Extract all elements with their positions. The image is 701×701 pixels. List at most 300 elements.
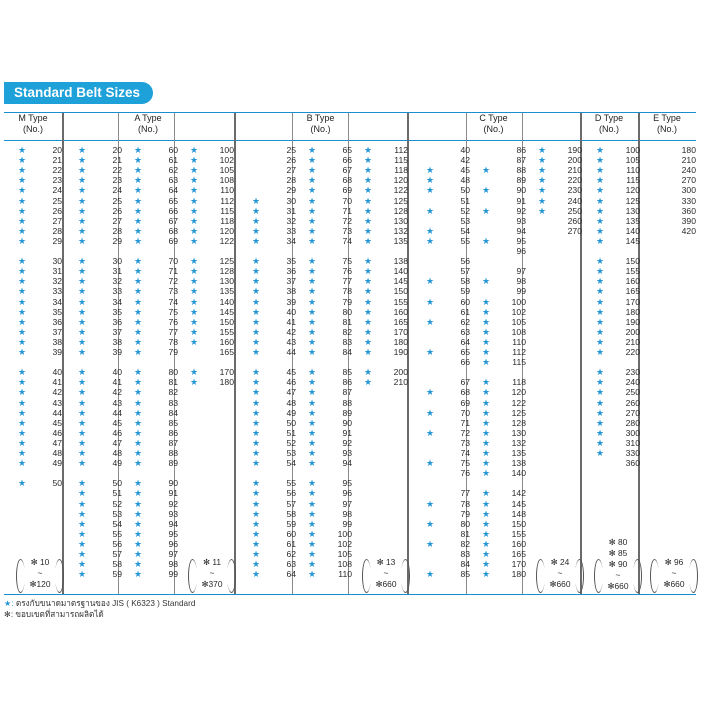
size-entry (134, 307, 178, 317)
size-entry (252, 529, 296, 539)
size-entry (134, 509, 178, 519)
size-number: 45 (112, 417, 122, 428)
star-icon: ★ (252, 276, 261, 287)
star-icon: ★ (308, 165, 317, 176)
size-number: 66 (168, 205, 178, 216)
size-entry (364, 297, 408, 307)
size-entry (78, 307, 122, 317)
size-number: 96 (168, 538, 178, 549)
size-entry (482, 327, 526, 337)
star-icon: ★ (252, 448, 261, 458)
size-entry (426, 519, 470, 529)
star-icon: ★ (364, 367, 373, 378)
size-number: 125 (511, 407, 526, 418)
size-entry (190, 165, 234, 175)
star-icon: ★ (364, 185, 373, 196)
star-icon: ★ (596, 397, 605, 408)
size-entry (78, 569, 122, 579)
star-icon: ★ (426, 458, 435, 469)
star-icon: ★ (190, 225, 199, 236)
size-number: 170 (219, 367, 234, 378)
star-icon: ★ (308, 296, 317, 307)
column-header-unit: (No.) (657, 124, 677, 134)
size-entry (652, 216, 696, 226)
size-number: 135 (393, 235, 408, 246)
size-number: 55 (112, 528, 122, 539)
size-number: 74 (460, 448, 470, 458)
star-icon: ★ (190, 266, 199, 277)
size-number: 58 (460, 276, 470, 287)
size-number: 73 (460, 437, 470, 448)
size-number: 71 (168, 266, 178, 277)
size-number: 65 (460, 347, 470, 357)
star-icon: ★ (364, 145, 373, 155)
star-icon: ★ (364, 347, 373, 357)
star-icon: ★ (78, 569, 87, 580)
star-icon: ★ (252, 458, 261, 469)
star-icon: ★ (308, 205, 317, 216)
size-entry (426, 165, 470, 175)
size-entry (364, 175, 408, 185)
size-entry (308, 185, 352, 195)
star-icon: ★ (134, 336, 143, 347)
star-icon: ★ (190, 336, 199, 347)
star-icon: ★ (308, 437, 317, 448)
size-number: 27 (286, 165, 296, 176)
size-entry (482, 286, 526, 296)
size-entry (18, 418, 62, 428)
star-icon: ★ (596, 256, 605, 267)
size-number: 29 (52, 235, 62, 246)
size-number: 180 (681, 145, 696, 155)
star-icon: ★ (482, 538, 491, 549)
size-entry (538, 155, 582, 165)
star-icon: ★ (190, 306, 199, 317)
star-icon: ★ (308, 347, 317, 357)
size-entry (426, 226, 470, 236)
size-number: 33 (286, 225, 296, 236)
size-entry (134, 175, 178, 185)
size-entry (426, 286, 470, 296)
size-number: 77 (460, 488, 470, 499)
size-entry (78, 398, 122, 408)
star-icon: ★ (78, 448, 87, 458)
star-icon: ★ (482, 205, 491, 216)
size-entry (538, 145, 582, 155)
size-entry (308, 196, 352, 206)
size-number: 71 (460, 417, 470, 428)
star-icon: ★ (78, 326, 87, 337)
size-entry (190, 286, 234, 296)
size-entry (78, 266, 122, 276)
star-icon: ★ (308, 367, 317, 378)
size-number: 57 (112, 549, 122, 559)
star-icon: ★ (308, 266, 317, 277)
star-icon: ★ (18, 155, 27, 166)
size-number: 33 (112, 286, 122, 297)
star-icon: ★ (78, 367, 87, 378)
star-icon: ★ (252, 266, 261, 277)
column-header (407, 113, 580, 141)
star-icon: ★ (482, 276, 491, 287)
size-entry (364, 206, 408, 216)
size-entry (134, 418, 178, 428)
size-entry (652, 165, 696, 175)
size-number: 70 (460, 407, 470, 418)
size-number: 150 (625, 256, 640, 267)
size-number: 77 (342, 276, 352, 287)
range-line: ~ (615, 570, 621, 580)
star-icon: ★ (18, 336, 27, 347)
size-entry (426, 408, 470, 418)
size-number: 21 (52, 155, 62, 166)
star-icon: ★ (18, 306, 27, 317)
size-entry (78, 216, 122, 226)
size-number: 91 (168, 488, 178, 499)
size-entry (134, 286, 178, 296)
star-icon: ★ (308, 508, 317, 519)
size-entry (482, 266, 526, 276)
size-entry (134, 185, 178, 195)
size-number: 29 (286, 185, 296, 196)
size-number: 70 (168, 256, 178, 267)
star-icon: ★ (78, 559, 87, 570)
star-icon: ★ (18, 347, 27, 357)
star-icon: ★ (18, 276, 27, 287)
star-icon: ★ (252, 488, 261, 499)
star-icon: ★ (308, 215, 317, 226)
size-number: 35 (286, 256, 296, 267)
size-number: 145 (511, 498, 526, 509)
size-number: 56 (460, 256, 470, 267)
size-number: 22 (52, 165, 62, 176)
size-number: 138 (511, 458, 526, 469)
size-number: 138 (393, 256, 408, 267)
size-number: 132 (511, 437, 526, 448)
star-icon: ★ (596, 387, 605, 398)
star-icon: ★ (134, 498, 143, 509)
size-entry (134, 317, 178, 327)
star-icon: ★ (18, 427, 27, 438)
size-entry (134, 236, 178, 246)
star-icon: ★ (364, 195, 373, 206)
star-icon: ★ (482, 316, 491, 327)
size-entry (18, 337, 62, 347)
size-entry (596, 206, 640, 216)
size-number: 122 (219, 235, 234, 246)
star-icon: ★ (252, 225, 261, 236)
size-number: 140 (625, 225, 640, 236)
size-entry (78, 297, 122, 307)
size-entry (18, 297, 62, 307)
size-entry (78, 519, 122, 529)
size-number: 34 (52, 296, 62, 307)
size-number: 34 (286, 235, 296, 246)
size-number: 73 (342, 225, 352, 236)
size-entry (18, 367, 62, 377)
star-icon: ★ (134, 316, 143, 327)
size-entry (308, 569, 352, 579)
size-entry (78, 408, 122, 418)
star-icon: ★ (134, 437, 143, 448)
legend-asterisk-text: ขอบเขตที่สามารถผลิตได้ (15, 610, 104, 619)
size-entry (190, 266, 234, 276)
star-icon: ★ (252, 549, 261, 559)
size-entry (482, 226, 526, 236)
size-entry (482, 519, 526, 529)
star-icon: ★ (364, 205, 373, 216)
size-entry (596, 347, 640, 357)
size-entry (78, 529, 122, 539)
size-number: 93 (516, 215, 526, 226)
size-entry (308, 549, 352, 559)
size-number: 88 (516, 165, 526, 176)
star-icon: ★ (252, 316, 261, 327)
star-icon: ★ (482, 498, 491, 509)
star-icon: ★ (78, 215, 87, 226)
star-icon: ★ (364, 316, 373, 327)
star-icon: ★ (308, 225, 317, 236)
size-number: 41 (286, 316, 296, 327)
size-number: 230 (567, 185, 582, 196)
size-entry (78, 387, 122, 397)
star-icon: ★ (134, 185, 143, 196)
star-icon: ★ (134, 549, 143, 559)
size-entry (426, 216, 470, 226)
size-number: 66 (460, 357, 470, 368)
size-number: 25 (112, 195, 122, 206)
size-entry (134, 539, 178, 549)
star-icon: ★ (190, 145, 199, 155)
size-number: 102 (511, 306, 526, 317)
size-number: 160 (625, 276, 640, 287)
size-entry (482, 347, 526, 357)
size-number: 88 (168, 448, 178, 458)
size-number: 122 (393, 185, 408, 196)
size-entry (134, 549, 178, 559)
star-icon: ★ (308, 235, 317, 246)
star-icon: ★ (252, 326, 261, 337)
size-entry (652, 155, 696, 165)
size-entry (252, 408, 296, 418)
range-line: ✻ 90 (608, 559, 628, 569)
size-entry (596, 408, 640, 418)
size-entry (364, 145, 408, 155)
star-icon: ★ (364, 165, 373, 176)
size-number: 24 (52, 185, 62, 196)
size-number: 44 (112, 407, 122, 418)
size-number: 25 (286, 145, 296, 155)
producible-range (364, 557, 408, 593)
size-entry (426, 347, 470, 357)
size-entry (134, 519, 178, 529)
size-number: 145 (393, 276, 408, 287)
size-number: 59 (112, 569, 122, 580)
star-icon: ★ (18, 175, 27, 186)
size-number: 210 (681, 155, 696, 166)
size-entry (482, 236, 526, 246)
star-icon: ★ (78, 417, 87, 428)
size-number: 29 (112, 235, 122, 246)
size-number: 120 (219, 225, 234, 236)
star-icon: ★ (134, 205, 143, 216)
size-entry (252, 216, 296, 226)
table-bottom-rule (4, 594, 696, 595)
size-entry (482, 499, 526, 509)
column-header (234, 113, 407, 141)
star-icon: ★ (426, 569, 435, 580)
size-number: 38 (286, 286, 296, 297)
size-number: 39 (286, 296, 296, 307)
size-entry (482, 206, 526, 216)
size-number: 150 (393, 286, 408, 297)
size-entry (134, 428, 178, 438)
size-number: 110 (626, 165, 640, 176)
size-number: 98 (342, 508, 352, 519)
size-number: 89 (168, 458, 178, 469)
star-icon: ★ (134, 225, 143, 236)
size-entry (18, 438, 62, 448)
size-number: 63 (460, 326, 470, 337)
size-entry (426, 145, 470, 155)
star-icon: ★ (190, 175, 199, 186)
size-number: 63 (286, 559, 296, 570)
star-icon: ★ (308, 336, 317, 347)
size-entry (652, 196, 696, 206)
star-icon: ★ (134, 478, 143, 489)
size-entry (482, 458, 526, 468)
size-entry (596, 175, 640, 185)
size-number: 170 (393, 326, 408, 337)
size-entry (134, 337, 178, 347)
size-entry (308, 276, 352, 286)
star-icon: ★ (252, 478, 261, 489)
star-icon: ★ (18, 316, 27, 327)
size-entry (426, 428, 470, 438)
size-number: 24 (112, 185, 122, 196)
size-entry (364, 307, 408, 317)
size-number: 90 (516, 185, 526, 196)
star-icon: ★ (252, 559, 261, 570)
size-number: 115 (394, 155, 408, 166)
star-icon: ★ (308, 498, 317, 509)
size-number: 46 (52, 427, 62, 438)
size-entry (252, 458, 296, 468)
star-icon: ★ (308, 488, 317, 499)
size-number: 51 (460, 195, 470, 206)
size-entry (596, 216, 640, 226)
size-entry (190, 307, 234, 317)
size-number: 42 (112, 387, 122, 398)
star-icon: ★ (364, 225, 373, 236)
star-icon: ★ (252, 518, 261, 529)
size-entry (426, 468, 470, 478)
size-entry (426, 448, 470, 458)
size-entry (134, 155, 178, 165)
size-number: 78 (168, 336, 178, 347)
star-icon: ★ (190, 235, 199, 246)
size-entry (364, 377, 408, 387)
size-number: 67 (342, 165, 352, 176)
size-entry (18, 165, 62, 175)
size-number: 155 (511, 528, 526, 539)
size-number: 280 (625, 417, 640, 428)
size-number: 36 (52, 316, 62, 327)
size-entry (426, 499, 470, 509)
size-number: 128 (393, 205, 408, 216)
star-icon: ★ (190, 367, 199, 378)
star-icon: ★ (426, 185, 435, 196)
size-entry (482, 185, 526, 195)
star-icon: ★ (78, 276, 87, 287)
size-number: 99 (342, 518, 352, 529)
size-entry (134, 367, 178, 377)
size-number: 97 (516, 266, 526, 277)
size-number: 35 (112, 306, 122, 317)
star-icon: ★ (596, 326, 605, 337)
star-icon: ★ (538, 195, 547, 206)
range-line: ✻660 (549, 579, 571, 589)
size-number: 47 (112, 437, 122, 448)
size-entry (134, 145, 178, 155)
size-number: 32 (286, 215, 296, 226)
size-entry (652, 185, 696, 195)
size-number: 112 (512, 347, 526, 357)
size-entry (596, 226, 640, 236)
size-number: 85 (460, 569, 470, 580)
size-entry (190, 206, 234, 216)
star-icon: ★ (78, 235, 87, 246)
star-icon: ★ (134, 145, 143, 155)
column-header-unit: (No.) (310, 124, 331, 134)
size-number: 92 (168, 498, 178, 509)
size-entry (652, 226, 696, 236)
size-number: 57 (460, 266, 470, 277)
size-number: 43 (52, 397, 62, 408)
star-icon: ★ (78, 175, 87, 186)
size-entry (190, 297, 234, 307)
size-entry (18, 286, 62, 296)
size-entry (134, 478, 178, 488)
size-entry (364, 236, 408, 246)
size-entry (190, 145, 234, 155)
size-entry (308, 377, 352, 387)
size-entry (308, 216, 352, 226)
size-entry (652, 145, 696, 155)
size-entry (482, 155, 526, 165)
size-number: 30 (112, 256, 122, 267)
size-entry (252, 377, 296, 387)
size-number: 82 (168, 387, 178, 398)
size-entry (134, 377, 178, 387)
star-icon: ★ (482, 569, 491, 580)
size-entry (78, 327, 122, 337)
range-line: ✻ 13 (376, 557, 396, 567)
size-entry (18, 307, 62, 317)
size-entry (252, 448, 296, 458)
star-icon: ★ (134, 569, 143, 580)
range-line: ✻ 80 (608, 537, 628, 547)
size-entry (18, 206, 62, 216)
size-number: 105 (219, 165, 234, 176)
size-entry (364, 337, 408, 347)
size-number: 155 (393, 296, 408, 307)
size-number: 130 (625, 205, 640, 216)
size-entry (364, 155, 408, 165)
size-number: 140 (511, 468, 526, 479)
size-entry (252, 327, 296, 337)
size-entry (308, 398, 352, 408)
